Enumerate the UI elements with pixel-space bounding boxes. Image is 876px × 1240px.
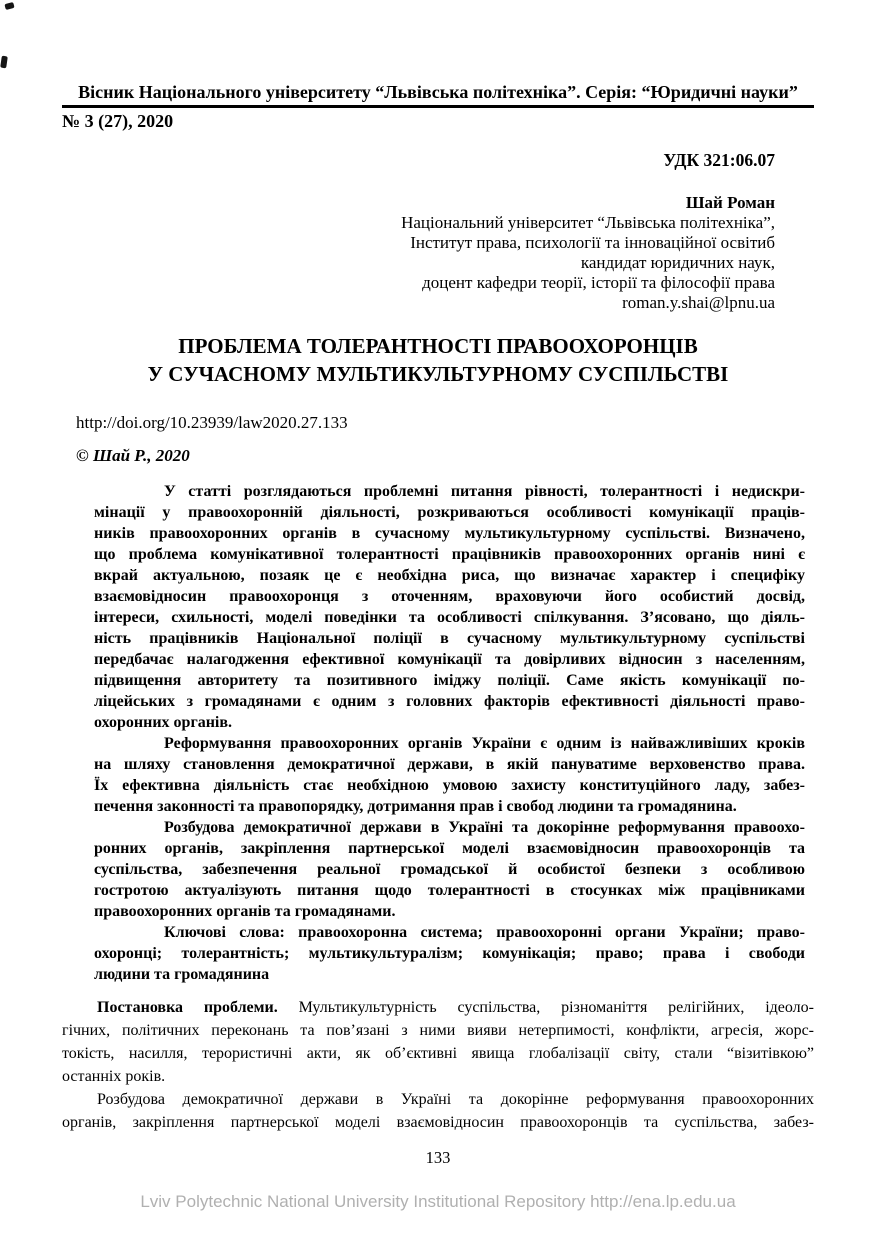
text-line: ронних органів, закріплення партнерської моделі взаємовідносин правоохоронців та <box>94 840 805 857</box>
keywords-paragraph <box>94 922 805 985</box>
text-line: ліцейських з громадянами є одним з головних факторів ефективності діяльності право- <box>94 693 805 710</box>
author-position: доцент кафедри теорії, історії та філософії права <box>422 273 775 292</box>
article-title-line1: ПРОБЛЕМА ТОЛЕРАНТНОСТІ ПРАВООХОРОНЦІВ <box>178 334 698 358</box>
copyright-line: © Шай Р., 2020 <box>76 446 190 465</box>
author-affiliation-institute: Інститут права, психології та інноваційної освітиб <box>410 233 775 252</box>
text-line: людини та громадянина <box>94 966 270 983</box>
text-line: печення законності та правопорядку, дотримання прав і свобод людини та громадянина. <box>94 798 737 815</box>
text-line: токість, насилля, терористичні акти, як об’єктивні явища глобалізації світу, стали “візитівкою” <box>62 1045 814 1062</box>
text-line: гічних, політичних переконань та пов’язані з ними вияви нетерпимості, конфлікти, агресія, жорс- <box>62 1022 814 1039</box>
author-affiliation-university: Національний університет “Львівська політехніка”, <box>401 213 775 232</box>
abstract-section <box>94 481 805 985</box>
text-line: правоохоронних органів та громадянами. <box>94 903 396 920</box>
text-line: Ключові слова: правоохоронна система; правоохоронні органи України; право- <box>164 924 805 941</box>
article-title-line2: У СУЧАСНОМУ МУЛЬТИКУЛЬТУРНОМУ СУСПІЛЬСТВІ <box>147 362 729 386</box>
abstract-paragraph-3 <box>94 817 805 922</box>
text-line: охоронці; толерантність; мультикультуралізм; комунікація; право; права і свободи <box>94 945 805 962</box>
author-email: roman.y.shai@lpnu.ua <box>622 293 775 312</box>
page-number: 133 <box>425 1148 451 1167</box>
text-line: Розбудова демократичної держави в Україні та докорінне реформування правоохо- <box>164 819 805 836</box>
udc-code: УДК 321:06.07 <box>663 150 775 170</box>
header-rule <box>62 105 814 108</box>
text-line: мінації у правоохоронній діяльності, розкриваються особливості комунікації праців- <box>94 504 805 521</box>
author-degree: кандидат юридичних наук, <box>580 253 775 272</box>
issue-number: № 3 (27), 2020 <box>62 111 174 131</box>
body-paragraph-2 <box>62 1088 814 1134</box>
text-line: підвищення авторитету та позитивного іміджу поліції. Саме якість комунікації по- <box>94 672 805 689</box>
scan-artifact <box>0 56 8 69</box>
text-line: ність працівників Національної поліції в сучасному мультикультурному суспільстві <box>94 630 805 647</box>
text-line: ників правоохоронних органів в сучасному мультикультурному суспільстві. Визначено, <box>94 525 805 542</box>
author-name: Шай Роман <box>685 193 775 212</box>
text-line: органів, закріплення партнерської моделі взаємовідносин правоохоронців та суспільства, забез- <box>62 1114 814 1131</box>
text-line: що проблема комунікативної толерантності працівників правоохоронних органів нині є <box>94 546 805 563</box>
article-title <box>62 332 814 388</box>
body-text: Мультикультурність суспільства, різноманіття релігійних, ідеоло- <box>298 999 814 1016</box>
text-line: на шляху становлення демократичної держави, в якій пануватиме верховенство права. <box>94 756 805 773</box>
text-line: Розбудова демократичної держави в Україні та докорінне реформування правоохоронних <box>97 1091 814 1108</box>
body-paragraph-1-continuation <box>62 1019 814 1088</box>
body-paragraph-1 <box>62 996 814 1088</box>
text-line: охоронних органів. <box>94 714 233 731</box>
main-text-section <box>62 996 814 1134</box>
author-block <box>62 193 775 313</box>
abstract-paragraph-1 <box>94 481 805 733</box>
repository-footer: Lviv Polytechnic National University Institutional Repository http://ena.lp.edu.ua <box>140 1192 736 1211</box>
scan-artifact <box>4 2 14 10</box>
text-line: У статті розглядаються проблемні питання рівності, толерантності і недискри- <box>164 483 805 500</box>
journal-header: Вісник Національного університету “Львівська політехніка”. Серія: “Юридичні науки” <box>78 82 798 102</box>
text-line: вкрай актуальною, позаяк це є необхідна риса, що визначає характер і специфіку <box>94 567 805 584</box>
text-line: Реформування правоохоронних органів України є одним із найважливіших кроків <box>164 735 805 752</box>
text-line: Їх ефективна діяльність стає необхідною умовою захисту конституційного ладу, забез- <box>94 777 805 794</box>
text-line <box>62 996 814 1019</box>
text-line: останніх років. <box>62 1068 166 1085</box>
text-line: передбачає налагодження ефективної комунікації та довірливих відносин з населенням, <box>94 651 805 668</box>
doi-link: http://doi.org/10.23939/law2020.27.133 <box>76 413 348 432</box>
problem-statement-heading: Постановка проблеми. <box>97 999 278 1016</box>
text-line: суспільства, забезпечення реальної громадської й особистої безпеки з особливою <box>94 861 805 878</box>
text-line: гостротою актуалізують питання щодо толерантності в стосунках між працівниками <box>94 882 805 899</box>
text-line: взаємовідносин правоохоронця з оточенням, враховуючи його особистий досвід, <box>94 588 805 605</box>
abstract-paragraph-2 <box>94 733 805 817</box>
text-line: інтереси, схильності, моделі поведінки та особливості спілкування. З’ясовано, що діяль- <box>94 609 805 626</box>
